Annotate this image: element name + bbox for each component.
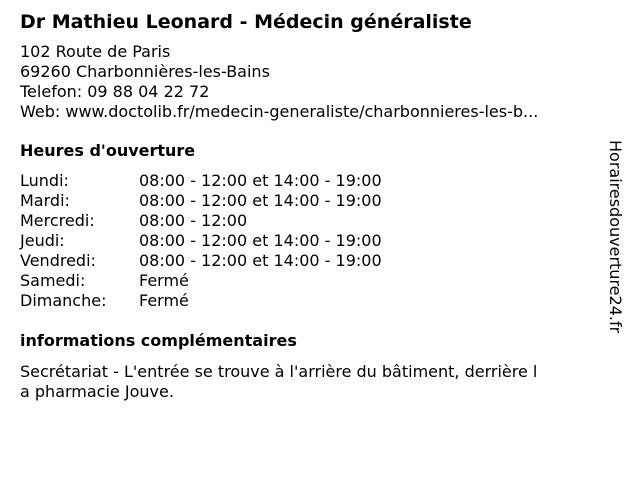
hours-day: Mardi: — [20, 191, 70, 210]
hours-time: 08:00 - 12:00 et 14:00 - 19:00 — [139, 251, 382, 270]
hours-heading: Heures d'ouverture — [20, 141, 196, 160]
page-title: Dr Mathieu Leonard - Médecin généraliste — [20, 11, 472, 33]
address-street: 102 Route de Paris — [20, 42, 171, 61]
hours-time: Fermé — [139, 291, 189, 310]
hours-day: Samedi: — [20, 271, 86, 290]
hours-row-wednesday — [20, 211, 600, 231]
hours-row-friday — [20, 251, 600, 271]
address-city: 69260 Charbonnières-les-Bains — [20, 62, 270, 81]
hours-time: Fermé — [139, 271, 189, 290]
hours-table — [20, 171, 600, 311]
hours-row-monday — [20, 171, 600, 191]
hours-row-tuesday — [20, 191, 600, 211]
website-link[interactable]: Web: www.doctolib.fr/medecin-generaliste/charbonnieres-les-b... — [20, 102, 539, 121]
hours-day: Jeudi: — [20, 231, 65, 250]
info-text: Secrétariat - L'entrée se trouve à l'arrière du bâtiment, derrière la pharmacie Jouve. — [20, 362, 538, 401]
hours-time: 08:00 - 12:00 et 14:00 - 19:00 — [139, 191, 382, 210]
hours-row-saturday — [20, 271, 600, 291]
address-block — [20, 42, 600, 122]
hours-row-thursday — [20, 231, 600, 251]
hours-row-sunday — [20, 291, 600, 311]
hours-day: Mercredi: — [20, 211, 95, 230]
hours-time: 08:00 - 12:00 et 14:00 - 19:00 — [139, 171, 382, 190]
site-watermark: Horairesdouverture24.fr — [606, 140, 625, 334]
hours-day: Vendredi: — [20, 251, 96, 270]
hours-day: Dimanche: — [20, 291, 107, 310]
hours-time: 08:00 - 12:00 et 14:00 - 19:00 — [139, 231, 382, 250]
business-card — [20, 8, 600, 402]
hours-day: Lundi: — [20, 171, 69, 190]
info-heading: informations complémentaires — [20, 331, 297, 350]
phone-number: Telefon: 09 88 04 22 72 — [20, 82, 210, 101]
hours-time: 08:00 - 12:00 — [139, 211, 248, 230]
